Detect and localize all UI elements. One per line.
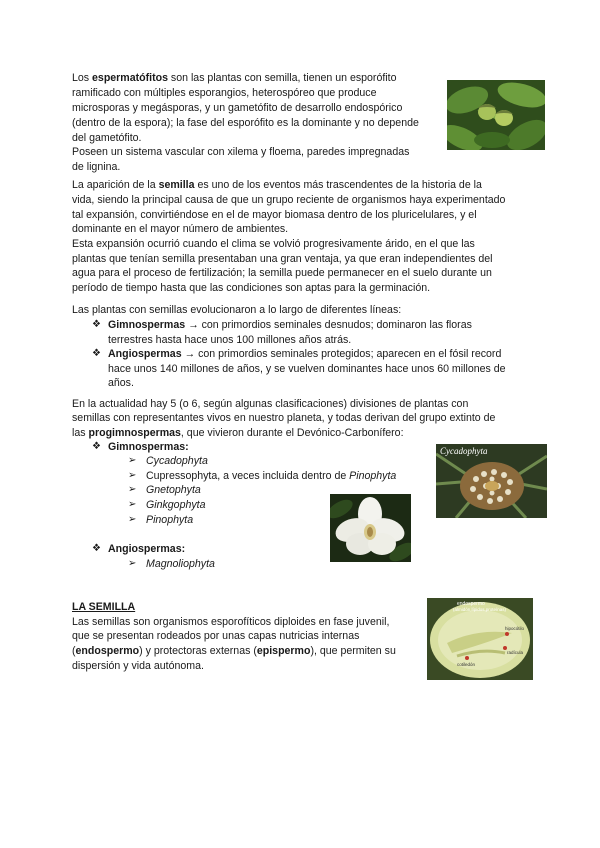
gimno-heading: Gimnospermas: xyxy=(108,441,189,453)
gimno-line-1: Gimnospermas → con primordios seminales desnudos; dominaron las floras xyxy=(108,319,472,331)
gimno-item-pinophyta: Pinophyta xyxy=(146,514,194,526)
cycad-label: Cycadophyta xyxy=(440,446,488,456)
arrow-bullet-icon: ➢ xyxy=(128,484,137,495)
semilla-line-4: dispersión y vida autónoma. xyxy=(72,660,204,672)
diamond-bullet-icon: ❖ xyxy=(92,348,101,359)
arrow-bullet-icon: ➢ xyxy=(128,470,137,481)
angio-item-magnoliophyta: Magnoliophyta xyxy=(146,558,215,570)
seed-section-image xyxy=(427,598,533,680)
intro-line-1: Los espermatófitos son las plantas con semilla, tienen un esporófito xyxy=(72,72,397,84)
arrow-bullet-icon: ➢ xyxy=(128,558,137,569)
divisions-line-3: las progimnospermas, que vivieron durante el Devónico-Carbonífero: xyxy=(72,427,404,439)
magnolia-image xyxy=(330,494,411,562)
angio-line-1: Angiospermas → con primordios seminales protegidos; aparecen en el fósil record xyxy=(108,348,502,360)
seed-line-3: tal expansión, convirtiéndose en el de mayor biomasa dentro de los pluricelulares, y el xyxy=(72,209,477,221)
gimno-item-cupressophyta: Cupressophyta, a veces incluida dentro de Pinophyta xyxy=(146,470,397,482)
acorn-leaves-image xyxy=(447,80,545,150)
gimno-item-ginkgophyta: Ginkgophyta xyxy=(146,499,206,511)
cycad-image xyxy=(436,444,547,518)
diamond-bullet-icon: ❖ xyxy=(92,319,101,330)
intro-line-5: del gametófito. xyxy=(72,132,142,144)
seed-label-hipocotilo: hipocótilo xyxy=(505,626,525,631)
intro-line-4: (dentro de la espora); la fase del esporófito es la dominante y no depende xyxy=(72,117,419,129)
seed-label-cotiledon: cotiledón xyxy=(457,662,476,667)
gimno-item-gnetophyta: Gnetophyta xyxy=(146,484,201,496)
angio-heading: Angiospermas: xyxy=(108,543,186,555)
gimno-line-2: terrestres hasta hace unos 100 millones años atrás. xyxy=(108,334,352,346)
arrow-bullet-icon: ➢ xyxy=(128,514,137,525)
seed-line-6: plantas que tenían semilla presentaban una gran ventaja, ya que eran independientes del xyxy=(72,253,493,265)
divisions-line-1: En la actualidad hay 5 (o 6, según algunas clasificaciones) divisiones de plantas con xyxy=(72,398,469,410)
seed-line-5: Esta expansión ocurrió cuando el clima se volvió progresivamente árido, en el que las xyxy=(72,238,475,250)
intro-line-2: ramificado con múltiples esporangios, heterospóreo que produce xyxy=(72,87,377,99)
evolution-intro: Las plantas con semillas evolucionaron a lo largo de diferentes líneas: xyxy=(72,304,402,316)
gimno-item-cycadophyta: Cycadophyta xyxy=(146,455,208,467)
semilla-line-2: que se presentan rodeados por unas capas nutricias internas xyxy=(72,630,360,642)
seed-label-reserves: (almidón,lípidos,proteínas) xyxy=(453,607,507,612)
seed-line-4: dominante en el mayor número de ambientes. xyxy=(72,223,289,235)
angio-line-2: hace unos 140 millones de años, y se vuelven dominantes hace unos 60 millones de xyxy=(108,363,506,375)
angio-line-3: años. xyxy=(108,377,134,389)
diamond-bullet-icon: ❖ xyxy=(92,441,101,452)
seed-label-endospermo: endospermo xyxy=(457,601,485,607)
seed-line-8: período de tiempo hasta que las condiciones son aptas para la germinación. xyxy=(72,282,431,294)
intro-line-7: de lignina. xyxy=(72,161,121,173)
seed-line-2: vida, siendo la principal causa de que un grupo reciente de organismos haya experimentado xyxy=(72,194,506,206)
intro-line-6: Poseen un sistema vascular con xilema y floema, paredes impregnadas xyxy=(72,146,410,158)
divisions-line-2: semillas con representantes vivos en nuestro planeta, y todas derivan del grupo extinto de xyxy=(72,412,496,424)
semilla-line-3: (endospermo) y protectoras externas (epispermo), que permiten su xyxy=(72,645,396,657)
arrow-bullet-icon: ➢ xyxy=(128,455,137,466)
semilla-line-1: Las semillas son organismos esporofíticos diploides en fase juvenil, xyxy=(72,616,390,628)
seed-label-radicula: radícula xyxy=(507,650,524,655)
semilla-title: LA SEMILLA xyxy=(72,601,136,613)
diamond-bullet-icon: ❖ xyxy=(92,543,101,554)
seed-line-7: agua para el proceso de fertilización; la semilla puede permanecer en el suelo durante un xyxy=(72,267,492,279)
seed-line-1: La aparición de la semilla es uno de los eventos más trascendentes de la historia de la xyxy=(72,179,482,191)
intro-line-3: microsporas y megásporas, y un gametófito de desarrollo endospórico xyxy=(72,102,403,114)
arrow-bullet-icon: ➢ xyxy=(128,499,137,510)
